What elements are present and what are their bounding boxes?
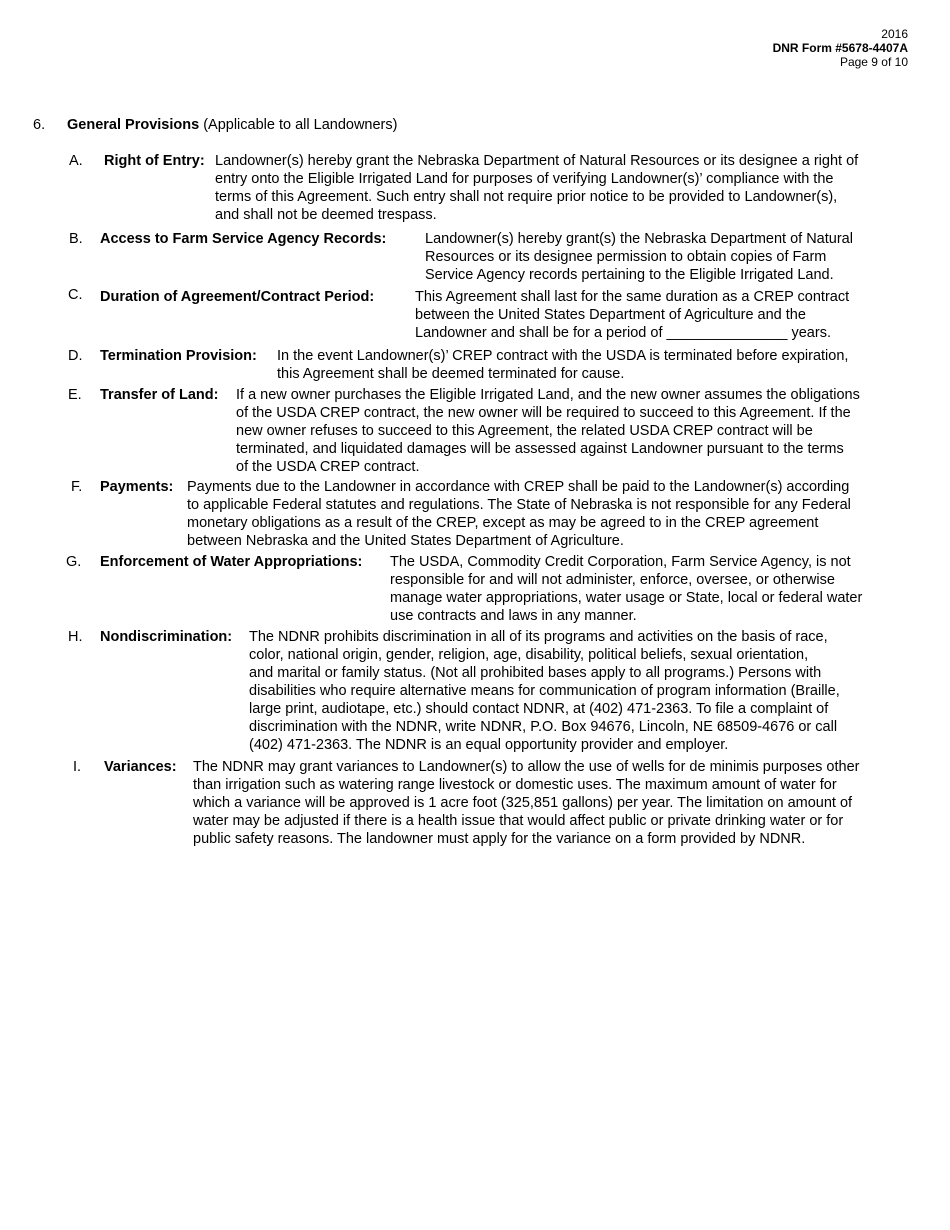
provision-line: and marital or family status. (Not all prohibited bases apply to all programs.) Persons with <box>249 665 822 681</box>
provision-title: Access to Farm Service Agency Records: <box>100 231 387 247</box>
section-number: 6. <box>33 117 46 133</box>
provision-line: and shall not be deemed trespass. <box>215 207 437 223</box>
provision-letter: E. <box>68 387 82 403</box>
provision-title: Enforcement of Water Appropriations: <box>100 554 363 570</box>
provision-line: to applicable Federal statutes and regulations. The State of Nebraska is not responsible for any Federal <box>187 497 851 513</box>
section-heading <box>33 116 397 134</box>
provision-title: Payments: <box>100 479 174 495</box>
provision-line: Resources or its designee permission to obtain copies of Farm <box>425 249 827 265</box>
form-year: 2016 <box>881 27 908 41</box>
provision-title: Nondiscrimination: <box>100 629 233 645</box>
provision-letter: F. <box>71 479 83 495</box>
provision-line: This Agreement shall last for the same duration as a CREP contract <box>415 289 850 305</box>
provision-line: which a variance will be approved is 1 acre foot (325,851 gallons) per year. The limitation on amount of <box>193 795 853 811</box>
provision-body <box>249 628 840 754</box>
provision-line: between the United States Department of Agriculture and the <box>415 307 806 323</box>
provision-title: Transfer of Land: <box>100 387 219 403</box>
provision-letter: I. <box>73 759 82 775</box>
provision-line: use contracts and laws in any manner. <box>390 608 637 624</box>
provision-line: The NDNR prohibits discrimination in all of its programs and activities on the basis of race, <box>249 629 828 645</box>
provision-letter: H. <box>68 629 83 645</box>
provision-line: Payments due to the Landowner in accordance with CREP shall be paid to the Landowner(s) according <box>187 479 850 495</box>
provision-body <box>236 386 860 476</box>
provision-line: color, national origin, gender, religion, age, disability, political beliefs, sexual orientation, <box>249 647 809 663</box>
provision-body <box>277 347 848 383</box>
provision-body <box>425 230 853 284</box>
form-number: DNR Form #5678-4407A <box>772 41 908 55</box>
provision-title: Duration of Agreement/Contract Period: <box>100 289 375 305</box>
provision-line: The NDNR may grant variances to Landowner(s) to allow the use of wells for de minimis purposes other <box>193 759 860 775</box>
provision-line: large print, audiotape, etc.) should contact NDNR, at (402) 471-2363. To file a complaint of <box>249 701 829 717</box>
page-number: Page 9 of 10 <box>839 55 908 69</box>
provision-line: disabilities who require alternative means for communication of program information (Braille, <box>249 683 840 699</box>
provision-line: between Nebraska and the United States Department of Agriculture. <box>187 533 624 549</box>
provision-body <box>193 758 859 848</box>
provision-line: Service Agency records pertaining to the Eligible Irrigated Land. <box>425 267 834 283</box>
provision-line: terminated, and liquidated damages will be assessed against Landowner pursuant to the terms <box>236 441 844 457</box>
provision-line: responsible for and will not administer, enforce, oversee, or otherwise <box>390 572 835 588</box>
provision-line: discrimination with the NDNR, write NDNR, P.O. Box 94676, Lincoln, NE 68509-4676 or call <box>249 719 838 735</box>
provision-title: Termination Provision: <box>100 348 257 364</box>
provision-title: Variances: <box>104 759 177 775</box>
provision-letter: D. <box>68 348 83 364</box>
provision-line: manage water appropriations, water usage or State, local or federal water <box>390 590 863 606</box>
provision-line: Landowner and shall be for a period of _______________ years. <box>415 325 831 341</box>
section-subtitle: (Applicable to all Landowners) <box>203 117 398 133</box>
provision-line: of the USDA CREP contract. <box>236 459 420 475</box>
provision-line: of the USDA CREP contract, the new owner will be required to succeed to this Agreement. If the <box>236 405 851 421</box>
provision-body <box>187 478 851 550</box>
provision-line: The USDA, Commodity Credit Corporation, Farm Service Agency, is not <box>390 554 851 570</box>
provision-line: If a new owner purchases the Eligible Irrigated Land, and the new owner assumes the obligations <box>236 387 860 403</box>
provision-line: (402) 471-2363. The NDNR is an equal opportunity provider and employer. <box>249 737 729 753</box>
provision-line: this Agreement shall be deemed terminated for cause. <box>277 366 625 382</box>
provision-line: entry onto the Eligible Irrigated Land for purposes of verifying Landowner(s)’ compliance with the <box>215 171 834 187</box>
section-title: General Provisions <box>67 117 200 133</box>
provision-letter: B. <box>69 231 83 247</box>
provision-line: In the event Landowner(s)’ CREP contract with the USDA is terminated before expiration, <box>277 348 849 364</box>
provision-letter: C. <box>68 287 83 303</box>
provision-line: water may be adjusted if there is a health issue that would affect public or private drinking water or for <box>193 813 844 829</box>
provision-line: Landowner(s) hereby grant the Nebraska Department of Natural Resources or its designee a right of <box>215 153 859 169</box>
provision-body <box>390 553 862 625</box>
provision-body <box>215 152 858 224</box>
provision-line: terms of this Agreement. Such entry shall not require prior notice to be provided to Landowner(s), <box>215 189 838 205</box>
provision-letter: G. <box>66 554 82 570</box>
provision-letter: A. <box>69 153 83 169</box>
provision-line: monetary obligations as a result of the CREP, except as may be agreed to in the CREP agreement <box>187 515 819 531</box>
page-header <box>773 27 908 69</box>
provision-line: than irrigation such as watering range livestock or domestic uses. The maximum amount of water for <box>193 777 837 793</box>
provision-body <box>415 288 849 342</box>
provision-title: Right of Entry: <box>104 153 205 169</box>
provision-line: Landowner(s) hereby grant(s) the Nebraska Department of Natural <box>425 231 853 247</box>
provision-line: new owner refuses to succeed to this Agreement, the related USDA CREP contract will be <box>236 423 813 439</box>
provision-line: public safety reasons. The landowner must apply for the variance on a form provided by NDNR. <box>193 831 806 847</box>
